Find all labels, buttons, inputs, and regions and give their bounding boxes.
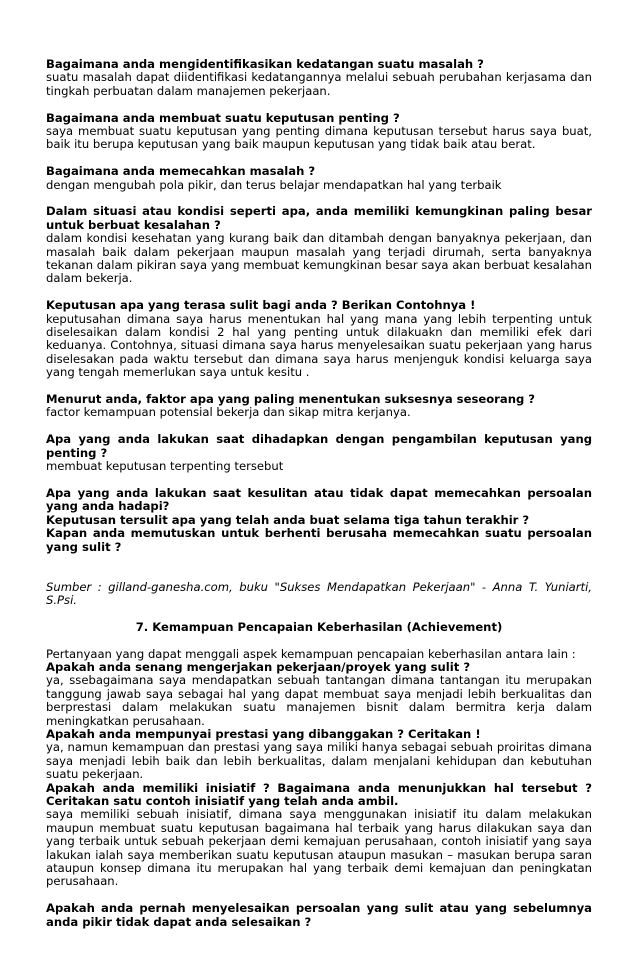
- qa-block: [46, 299, 592, 379]
- question-list: [46, 487, 592, 554]
- question-text: Apakah anda mempunyai prestasi yang dibanggakan ? Ceritakan !: [46, 726, 481, 741]
- answer-text: membuat keputusan terpenting tersebut: [46, 459, 284, 474]
- qa-block: [46, 393, 592, 420]
- qa-block: [46, 205, 592, 285]
- answer-text: factor kemampuan potensial bekerja dan sikap mitra kerjanya.: [46, 405, 411, 420]
- answer-text: dalam kondisi kesehatan yang kurang baik dan ditambah dengan banyaknya pekerjaan, dan masalah baik dalam pekerjaan maupun masalah yang terjadi dirumah, serta banyaknya tekanan dalam pikiran saya yang membuat kemungkinan besar saya akan berbuat kesalahan dalam bekerja.: [46, 231, 592, 286]
- qa-block: [46, 728, 592, 782]
- question-text: Bagaimana anda membuat suatu keputusan penting ?: [46, 110, 400, 125]
- final-question: Apakah anda pernah menyelesaikan persoalan yang sulit atau yang sebelumnya anda pikir tidak dapat anda selesaikan ?: [46, 901, 592, 929]
- answer-text: dengan mengubah pola pikir, dan terus belajar mendapatkan hal yang terbaik: [46, 177, 502, 192]
- qa-block: [46, 661, 592, 728]
- question-text: Apa yang anda lakukan saat dihadapkan dengan pengambilan keputusan yang penting ?: [46, 432, 592, 460]
- question-text: Bagaimana anda memecahkan masalah ?: [46, 164, 316, 179]
- answer-text: saya membuat suatu keputusan yang penting dimana keputusan tersebut harus saya buat, baik itu berupa keputusan yang baik maupun keputusan yang tidak baik atau berat.: [46, 124, 592, 152]
- source-citation: Sumber : gilland-ganesha.com, buku "Sukses Mendapatkan Pekerjaan" - Anna T. Yuniarti, S.Psi.: [46, 579, 592, 608]
- question-text: Apakah anda senang mengerjakan pekerjaan/proyek yang sulit ?: [46, 659, 471, 674]
- qa-block: [46, 58, 592, 98]
- question-text: Keputusan apa yang terasa sulit bagi anda ? Berikan Contohnya !: [46, 298, 476, 313]
- document-page: [46, 58, 592, 929]
- question-text: Menurut anda, faktor apa yang paling menentukan suksesnya seseorang ?: [46, 392, 536, 407]
- answer-text: suatu masalah dapat diidentifikasi kedatangannya melalui sebuah perubahan kerjasama dan tingkah perbuatan dalam manajemen pekerjaan.: [46, 70, 592, 98]
- section-title: 7. Kemampuan Pencapaian Keberhasilan (Achievement): [135, 619, 503, 634]
- answer-text: ya, ssebagaimana saya mendapatkan sebuah tantangan dimana tantangan itu merupakan tanggung jawab saya sebagai hal yang dapat membuat saya menjadi lebih berkualitas dan berprestasi dalam melakukan suatu manajemen bisnit dalam bermitra kerja dalam meningkatkan perusahaan.: [46, 673, 592, 728]
- qa-block: [46, 433, 592, 473]
- qa-block: [46, 782, 592, 889]
- answer-text: keputusahan dimana saya harus menentukan hal yang mana yang lebih terpenting untuk diselesaikan dalam kondisi 2 hal yang penting untuk dilakuakn dan memiliki efek dari keduanya. Contohnya, situasi dimana saya harus menyelesaikan suatu pekerjaan yang harus diselesakan pada waktu tersebut dan dimana saya harus menjenguk kondisi keluarga saya yang tengah memerlukan saya untuk kesitu .: [46, 311, 592, 380]
- question-text: Apakah anda memiliki inisiatif ? Bagaimana anda menunjukkan hal tersebut ? Ceritakan satu contoh inisiatif yang telah anda ambil.: [46, 780, 592, 808]
- question-text: Apa yang anda lakukan saat kesulitan atau tidak dapat memecahkan persoalan yang anda hadapi?: [46, 485, 592, 514]
- question-text: Keputusan tersulit apa yang telah anda buat selama tiga tahun terakhir ?: [46, 512, 530, 527]
- question-text: Kapan anda memutuskan untuk berhenti berusaha memecahkan suatu persoalan yang sulit ?: [46, 526, 592, 554]
- section-intro: Pertanyaan yang dapat menggali aspek kemampuan pencapaian keberhasilan antara lain :: [46, 646, 576, 661]
- qa-block: [46, 112, 592, 152]
- question-text: Dalam situasi atau kondisi seperti apa, anda memiliki kemungkinan paling besar untuk berbuat kesalahan ?: [46, 204, 592, 232]
- answer-text: ya, namun kemampuan dan prestasi yang saya miliki hanya sebagai sebuah proiritas dimana saya menjadi lebih baik dan lebih berkualitas, dalam menjalani kehidupan dan kebutuhan suatu pekerjaan.: [46, 740, 592, 782]
- qa-block: [46, 165, 592, 192]
- answer-text: saya memiliki sebuah inisiatif, dimana saya menggunakan inisiatif itu dalam melakukan maupun membuat suatu keputusan bagaimana hal terbaik yang harus dilakukan saya dan yang terbaik untuk sebuah pekerjaan demi kemajuan perusahaan, contoh inisiatif yang saya lakukan ialah saya memberikan suatu keputusan ataupun masukan – masukan berupa saran ataupun konsep dimana itu merupakan hal yang terbaik demi kemajuan dan peningkatan perusahaan.: [46, 807, 592, 889]
- question-text: Bagaimana anda mengidentifikasikan kedatangan suatu masalah ?: [46, 57, 484, 71]
